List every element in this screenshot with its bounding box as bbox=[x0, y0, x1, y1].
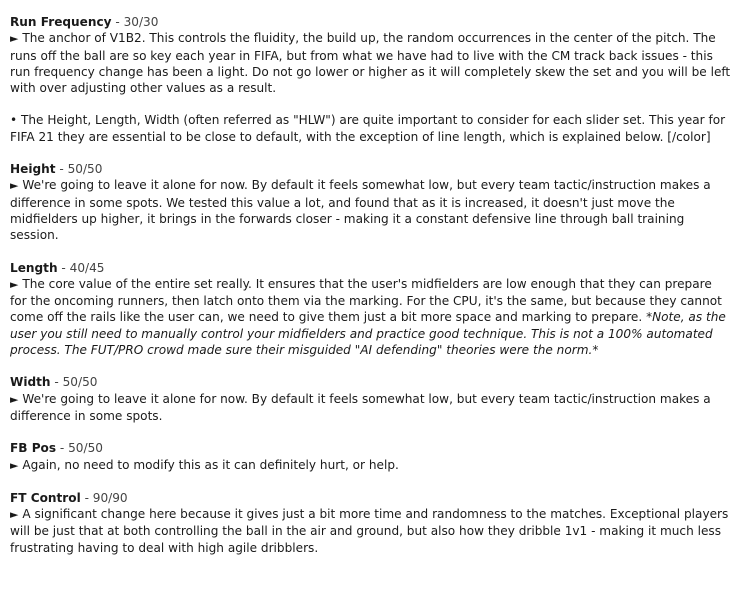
arrow-icon: ► bbox=[10, 392, 19, 406]
arrow-icon: ► bbox=[10, 458, 19, 472]
section-height bbox=[10, 161, 731, 243]
section-length bbox=[10, 260, 731, 359]
section-run-frequency bbox=[10, 14, 731, 96]
section-title: Run Frequency bbox=[10, 15, 112, 29]
section-value: - 50/50 bbox=[55, 162, 103, 177]
arrow-icon: ► bbox=[10, 179, 19, 193]
section-text: A significant change here because it gives just a bit more time and randomness to the matches. Exceptional players will be just that at both controlling the ball in the air and ground, but also how they dribble 1v1 - making it much less frustrating having to deal with high agile dribblers. bbox=[10, 507, 729, 555]
arrow-icon: ► bbox=[10, 277, 19, 291]
section-value: - 40/45 bbox=[57, 260, 105, 275]
section-title: Height bbox=[10, 162, 56, 177]
section-value: - 50/50 bbox=[56, 441, 103, 456]
section-text: The Height, Length, Width (often referred as "HLW") are quite important to consider for each slider set. This year for FIFA 21 they are essential to be close to default, with the exception of line length, which is explained below. [/color] bbox=[10, 113, 726, 144]
bullet-icon: • bbox=[10, 113, 18, 128]
section-title: FB Pos bbox=[10, 441, 57, 456]
section-text: We're going to leave it alone for now. By default it feels somewhat low, but every team tactic/instruction makes a difference in some spots. We tested this value a lot, and found that as it is increased, it doesn't just move the midfielders up higher, it brings in the forwards closer - making it a constant defensive line through ball training session. bbox=[10, 178, 711, 243]
arrow-icon: ► bbox=[10, 508, 19, 522]
section-text: The anchor of V1B2. This controls the fluidity, the build up, the random occurrences in the center of the pitch. The runs off the ball are so key each year in FIFA, but from what we have had to live with the CM track back issues - this run frequency change has been a light. Do not go lower or higher as it will completely skew the set and you will be left with over adjusting other values as a result. bbox=[10, 31, 731, 96]
arrow-icon: ► bbox=[10, 32, 19, 46]
section-value: - 90/90 bbox=[80, 490, 128, 505]
section-title: Length bbox=[10, 260, 58, 275]
section-title: Width bbox=[10, 375, 51, 390]
section-text: The core value of the entire set really. It ensures that the user's midfielders are low enough that they can prepare for the oncoming runners, then latch onto them via the marking. For the CPU, it's the same, but because they cannot come off the rails like the user can, we need to give them just a bit more space and marking to prepare. bbox=[10, 276, 722, 325]
section-text: Again, no need to modify this as it can definitely hurt, or help. bbox=[22, 457, 399, 472]
section-text: We're going to leave it alone for now. By default it feels somewhat low, but every team tactic/instruction makes a difference in some spots. bbox=[10, 391, 711, 423]
section-width bbox=[10, 374, 731, 424]
section-ft-control bbox=[10, 490, 731, 556]
section-note: *Note, as the user you still need to manually control your midfielders and practice good technique. This is not a 100% automated process. The FUT/PRO crowd made sure their misguided "AI defending" theories were the norm.* bbox=[10, 310, 726, 358]
section-value: - 50/50 bbox=[50, 375, 98, 390]
section-fb-pos bbox=[10, 440, 731, 474]
section-title: FT Control bbox=[10, 490, 81, 505]
section-hlw-note bbox=[10, 112, 731, 145]
section-value: - 30/30 bbox=[111, 15, 159, 29]
